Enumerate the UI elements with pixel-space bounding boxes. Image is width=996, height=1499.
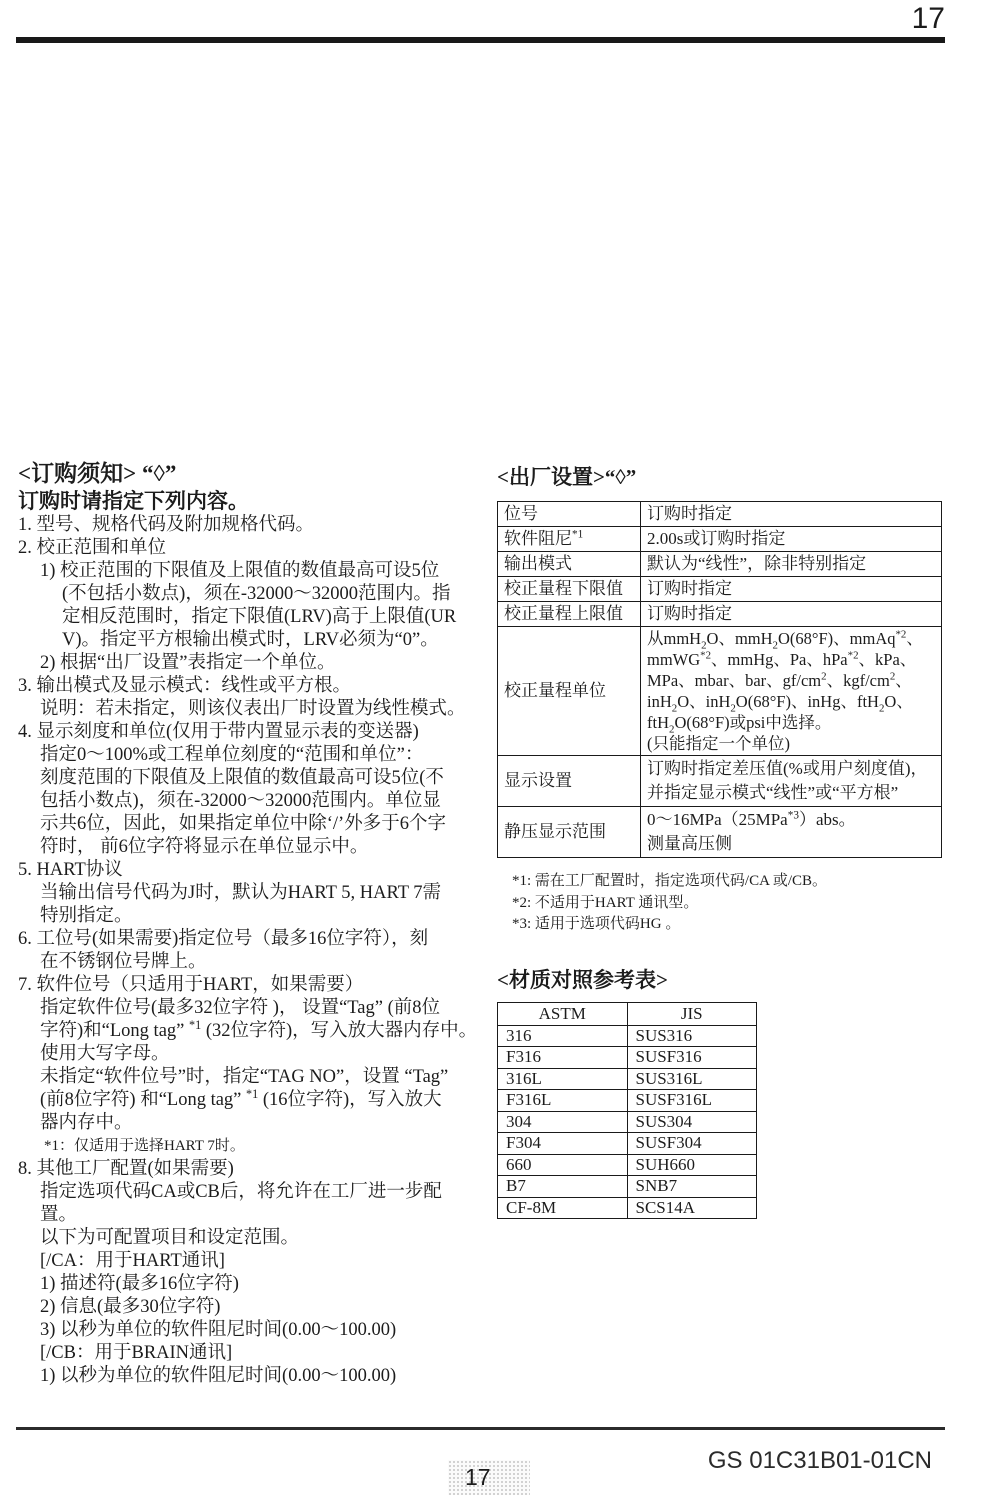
table-row <box>498 527 942 552</box>
astm-cell: F304 <box>498 1133 628 1155</box>
row-value: 0～16MPa（25MPa$^{*3}$）abs。 测量高压侧 <box>641 807 942 858</box>
material-reference-title: <材质对照参考表> <box>497 967 668 992</box>
astm-cell: CF-8M <box>498 1197 628 1219</box>
ordering-note-line: 7. 软件位号（只适用于HART，如果需要） <box>18 975 364 995</box>
table-row <box>498 1154 757 1176</box>
ordering-note-line: 8. 其他工厂配置(如果需要) <box>18 1159 234 1179</box>
row-label: 软件阻尼$^{*1}$ <box>498 527 641 552</box>
table-row <box>498 602 942 627</box>
ordering-notes-section <box>18 460 488 1388</box>
ordering-note-line: 指定选项代码CA或CB后，将允许在工厂进一步配 <box>40 1182 442 1202</box>
table-row <box>498 1197 757 1219</box>
footer-rule <box>16 1427 945 1430</box>
ordering-note-line: 1) 以秒为单位的软件阻尼时间(0.00～100.00) <box>40 1366 397 1386</box>
ordering-note-line: 以下为可配置项目和设定范围。 <box>40 1228 300 1248</box>
ordering-note-line: 指定0～100%或工程单位刻度的“范围和单位”： <box>40 745 424 765</box>
footnote-line: *1: 需在工厂配置时，指定选项代码/CA 或/CB。 <box>512 873 828 889</box>
table-row <box>498 807 942 858</box>
page-number-box <box>448 1460 530 1495</box>
page-number-top: 17 <box>911 2 945 35</box>
astm-cell: 304 <box>498 1111 628 1133</box>
jis-cell: SUS316 <box>627 1025 757 1047</box>
row-value: 订购时指定 <box>641 577 942 602</box>
row-value: 订购时指定差压值(%或用户刻度值)， 并指定显示模式“线性”或“平方根” <box>641 756 942 807</box>
ordering-note-line: 2) 信息(最多30位字符) <box>40 1297 221 1317</box>
astm-cell: 316 <box>498 1025 628 1047</box>
table-row <box>498 552 942 577</box>
ordering-note-line: 定相反范围时，指定下限值(LRV)高于上限值(UR <box>62 607 457 627</box>
ordering-note-line: V)。指定平方根输出模式时，LRV必须为“0”。 <box>62 630 439 650</box>
ordering-note-line: 1) 描述符(最多16位字符) <box>40 1274 239 1294</box>
document-number: GS 01C31B01-01CN <box>707 1447 932 1474</box>
ordering-note-line: 符时， 前6位字符将显示在单位显示中。 <box>40 837 369 857</box>
row-label: 显示设置 <box>498 756 641 807</box>
table-row <box>498 627 942 756</box>
table-row <box>498 1047 757 1069</box>
row-label: 位号 <box>498 502 641 527</box>
ordering-note-line: 5. HART协议 <box>18 860 123 880</box>
ordering-note-line: 3) 以秒为单位的软件阻尼时间(0.00～100.00) <box>40 1320 397 1340</box>
astm-cell: F316 <box>498 1047 628 1069</box>
row-value: 订购时指定 <box>641 502 942 527</box>
row-value: 2.00s或订购时指定 <box>641 527 942 552</box>
ordering-note-line: 指定软件位号(最多32位字符 )， 设置“Tag” (前8位 <box>40 998 441 1018</box>
table-row <box>498 577 942 602</box>
ordering-note-line: 4. 显示刻度和单位(仅用于带内置显示表的变送器) <box>18 722 419 742</box>
column-header-astm: ASTM <box>498 1002 628 1025</box>
table-header-row <box>498 1002 757 1025</box>
ordering-note-footnote: *1：仅适用于选择HART 7时。 <box>44 1138 245 1154</box>
row-value: 默认为“线性”，除非特别指定 <box>641 552 942 577</box>
ordering-note-line: 字符)和“Long tag” $^{*1}$ (32位字符)，写入放大器内存中。 <box>40 1017 478 1041</box>
jis-cell: SCS14A <box>627 1197 757 1219</box>
row-label: 校正量程单位 <box>498 627 641 756</box>
ordering-note-line: 1) 校正范围的下限值及上限值的数值最高可设5位 <box>40 561 440 581</box>
factory-settings-title: <出厂设置>“◊” <box>497 465 637 489</box>
ordering-note-line: 置。 <box>40 1205 78 1225</box>
table-row <box>498 1025 757 1047</box>
row-label: 输出模式 <box>498 552 641 577</box>
ordering-note-line: 6. 工位号(如果需要)指定位号（最多16位字符），刻 <box>18 929 429 949</box>
ordering-note-line: 器内存中。 <box>40 1113 133 1133</box>
header-rule <box>16 37 945 43</box>
ordering-note-line: (前8位字符) 和“Long tag” $^{*1}$ (16位字符)，写入放大 <box>40 1086 442 1110</box>
ordering-note-line: 3. 输出模式及显示模式：线性或平方根。 <box>18 676 352 696</box>
ordering-notes-title: <订购须知> “◊” <box>18 461 177 486</box>
ordering-note-line: 当输出信号代码为J时，默认为HART 5, HART 7需 <box>40 883 442 903</box>
astm-cell: 316L <box>498 1068 628 1090</box>
footnote-line: *2: 不适用于HART 通讯型。 <box>512 894 699 911</box>
row-label: 校正量程上限值 <box>498 602 641 627</box>
jis-cell: SNB7 <box>627 1176 757 1198</box>
row-value: 从mmH$_2$O、mmH$_2$O(68°F)、mmAq$^{*2}$、 mmWG$^{*2}$、mmHg、Pa、hPa$^{*2}$、kPa、 MPa、mbar、bar、$gf/cm^2$、kgf/$cm^2$、 inH$_2$O、inH$_2$O(68°F)、inHg、ftH$_2$O、 ftH$_2$O(68°F)或psi中选择。 (只能指定一个单位) <box>641 627 942 756</box>
ordering-note-line: [/CA：用于HART通讯] <box>40 1251 225 1271</box>
ordering-note-line: (不包括小数点)，须在-32000～32000范围内。指 <box>62 584 451 604</box>
astm-cell: 660 <box>498 1154 628 1176</box>
ordering-note-line: 特别指定。 <box>40 906 133 926</box>
ordering-note-line: 包括小数点)，须在-32000～32000范围内。单位显 <box>40 791 441 811</box>
ordering-note-line: 2. 校正范围和单位 <box>18 538 167 558</box>
jis-cell: SUS316L <box>627 1068 757 1090</box>
factory-settings-table <box>497 501 942 858</box>
factory-table-footnotes <box>497 871 947 936</box>
ordering-note-line: 使用大写字母。 <box>40 1044 170 1064</box>
ordering-note-line: 在不锈钢位号牌上。 <box>40 952 207 972</box>
ordering-note-line: 说明：若未指定，则该仪表出厂时设置为线性模式。 <box>40 699 466 719</box>
right-column <box>497 464 947 1219</box>
table-row <box>498 756 942 807</box>
astm-cell: F316L <box>498 1090 628 1112</box>
ordering-note-line: 2) 根据“出厂设置”表指定一个单位。 <box>40 653 336 673</box>
ordering-note-line: 未指定“软件位号”时，指定“TAG NO”，设置 “Tag” <box>40 1067 449 1087</box>
ordering-note-line: 1. 型号、规格代码及附加规格代码。 <box>18 515 315 535</box>
page-number-bottom: 17 <box>465 1464 491 1490</box>
table-row <box>498 502 942 527</box>
material-reference-table <box>497 1002 757 1220</box>
row-label: 静压显示范围 <box>498 807 641 858</box>
jis-cell: SUSF316L <box>627 1090 757 1112</box>
table-row <box>498 1176 757 1198</box>
table-row <box>498 1111 757 1133</box>
ordering-note-line: 刻度范围的下限值及上限值的数值最高可设5位(不 <box>40 768 444 788</box>
jis-cell: SUSF304 <box>627 1133 757 1155</box>
ordering-notes-subtitle: 订购时请指定下列内容。 <box>18 489 249 513</box>
footnote-line: *3: 适用于选项代码HG 。 <box>512 916 681 932</box>
jis-cell: SUSF316 <box>627 1047 757 1069</box>
table-row <box>498 1133 757 1155</box>
ordering-note-line: [/CB：用于BRAIN通讯] <box>40 1343 233 1363</box>
astm-cell: B7 <box>498 1176 628 1198</box>
row-value: 订购时指定 <box>641 602 942 627</box>
table-row <box>498 1068 757 1090</box>
jis-cell: SUH660 <box>627 1154 757 1176</box>
jis-cell: SUS304 <box>627 1111 757 1133</box>
row-label: 校正量程下限值 <box>498 577 641 602</box>
ordering-note-line: 示共6位，因此，如果指定单位中除‘/’外多于6个字 <box>40 814 446 834</box>
table-row <box>498 1090 757 1112</box>
column-header-jis: JIS <box>627 1002 757 1025</box>
